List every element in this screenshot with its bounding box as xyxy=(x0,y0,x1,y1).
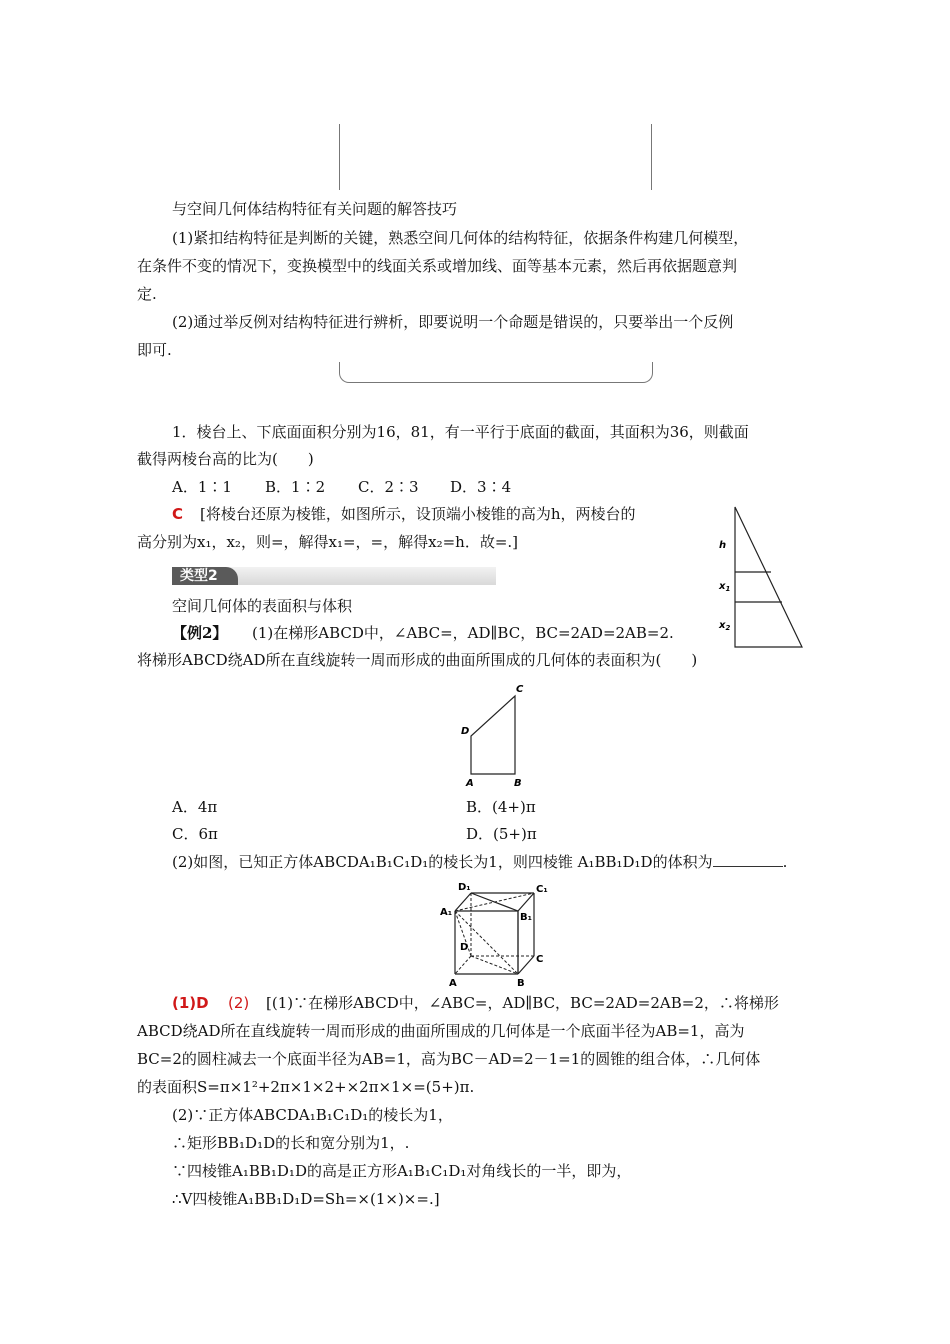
cube-label-d: D xyxy=(460,942,469,953)
frustum-label-x2: $x_2$ xyxy=(719,620,731,632)
solution-line7: ∵四棱锥A₁BB₁D₁D的高是正方形A₁B₁C₁D₁对角线长的一半，即为， xyxy=(172,1162,632,1180)
solution-line5: (2)∵正方体ABCDA₁B₁C₁D₁的棱长为1， xyxy=(172,1106,453,1124)
solution-line4: 的表面积S=π×1²+2π×1×2+×2π×1×=(5+)π. xyxy=(137,1078,475,1096)
q1-option-d: D．3∶4 xyxy=(450,478,512,496)
cube-label-b: B xyxy=(517,978,525,989)
example2-question2-end: . xyxy=(782,853,788,871)
frustum-figure xyxy=(710,500,810,652)
q1-option-b: B．1∶2 xyxy=(265,478,326,496)
answer-blank xyxy=(713,852,783,867)
cube-edge-top-left xyxy=(455,893,471,911)
example2-tag: 【例2】 xyxy=(172,624,228,642)
trapezoid-label-c: C xyxy=(516,684,524,695)
trapezoid-label-a: A xyxy=(466,778,474,789)
tips-p1-line2: 在条件不变的情况下，变换模型中的线面关系或增加线、面等基本元素，然后再依据题意判 xyxy=(137,257,738,275)
section-badge-label: 类型2 xyxy=(180,568,218,584)
cube-label-a1: A₁ xyxy=(440,907,453,918)
cube-diag-d1-b1 xyxy=(471,893,518,911)
q1-answer: C xyxy=(172,505,184,523)
cube-edge-bottom-right xyxy=(518,956,534,974)
tips-p2-line2: 即可. xyxy=(137,341,172,359)
tips-p1-line3: 定. xyxy=(137,285,157,303)
example2-option-c: C．6π xyxy=(172,825,218,843)
frame-bottom-brace xyxy=(339,362,653,383)
example2-line1: (1)在梯形ABCD中，∠ABC=，AD∥BC，BC=2AD=2AB=2. xyxy=(252,624,674,642)
q1-solution-line2: 高分别为x₁，x₂，则=，解得x₁=，=，解得x₂=h．故=.] xyxy=(137,533,519,551)
q1-option-a: A．1∶1 xyxy=(172,478,232,496)
solution-line8: ∴V四棱锥A₁BB₁D₁D=Sh=×(1×)×=.] xyxy=(172,1190,440,1208)
tips-p1-line1: (1)紧扣结构特征是判断的关键，熟悉空间几何体的结构特征，依据条件构建几何模型， xyxy=(172,229,749,247)
section-title: 空间几何体的表面积与体积 xyxy=(172,597,353,615)
solution-line1: [(1)∵在梯形ABCD中，∠ABC=，AD∥BC，BC=2AD=2AB=2，∴将梯形 xyxy=(266,994,779,1012)
solution-answer2: (2) xyxy=(228,994,250,1012)
cube-label-a: A xyxy=(449,978,457,989)
example2-option-a: A．4π xyxy=(172,798,218,816)
example2-option-d: D．(5+)π xyxy=(466,825,537,843)
frame-right-bar xyxy=(651,124,652,190)
tips-title: 与空间几何体结构特征有关问题的解答技巧 xyxy=(172,200,458,218)
cube-figure xyxy=(440,878,555,990)
cube-label-c: C xyxy=(536,954,544,965)
trapezoid-figure xyxy=(455,678,535,790)
trapezoid-abcd xyxy=(471,696,515,774)
frustum-label-h: h xyxy=(719,540,727,551)
example2-line2: 将梯形ABCD绕AD所在直线旋转一周而形成的曲面所围成的几何体的表面积为( ) xyxy=(137,651,698,669)
cube-label-d1: D₁ xyxy=(458,882,471,893)
q1-line2: 截得两棱台高的比为( ) xyxy=(137,450,314,468)
frustum-outline xyxy=(735,507,802,647)
frustum-label-x1: $x_1$ xyxy=(719,581,731,593)
trapezoid-label-b: B xyxy=(514,778,522,789)
example2-question2-text: (2)如图，已知正方体ABCDA₁B₁C₁D₁的棱长为1，则四棱锥 A₁BB₁D₁D的体积为 xyxy=(172,853,713,871)
example2-option-b: B．(4+)π xyxy=(466,798,536,816)
example2-question2 xyxy=(172,851,787,873)
trapezoid-label-d: D xyxy=(461,726,470,737)
cube-edge-bottom-diag xyxy=(455,956,471,974)
q1-line1: 1．棱台上、下底面面积分别为16，81，有一平行于底面的截面，其面积为36，则截面 xyxy=(172,423,749,441)
frame-left-bar xyxy=(339,124,340,190)
solution-line3: BC=2的圆柱减去一个底面半径为AB=1，高为BC－AD=2－1=1的圆锥的组合体，∴几何体 xyxy=(137,1050,761,1068)
tips-p2-line1: (2)通过举反例对结构特征进行辨析，即要说明一个命题是错误的，只要举出一个反例 xyxy=(172,313,734,331)
cube-diag-d-b xyxy=(471,956,518,974)
solution-line2: ABCD绕AD所在直线旋转一周而形成的曲面所围成的几何体是一个底面半径为AB=1，高为 xyxy=(137,1022,745,1040)
q1-solution-line1: [将棱台还原为棱锥，如图所示，设顶端小棱锥的高为h，两棱台的 xyxy=(200,505,636,523)
q1-option-c: C．2∶3 xyxy=(358,478,419,496)
solution-answer1: (1)D xyxy=(172,994,209,1012)
cube-label-b1: B₁ xyxy=(520,912,533,923)
cube-label-c1: C₁ xyxy=(536,884,548,895)
solution-line6: ∴矩形BB₁D₁D的长和宽分别为1，. xyxy=(172,1134,410,1152)
